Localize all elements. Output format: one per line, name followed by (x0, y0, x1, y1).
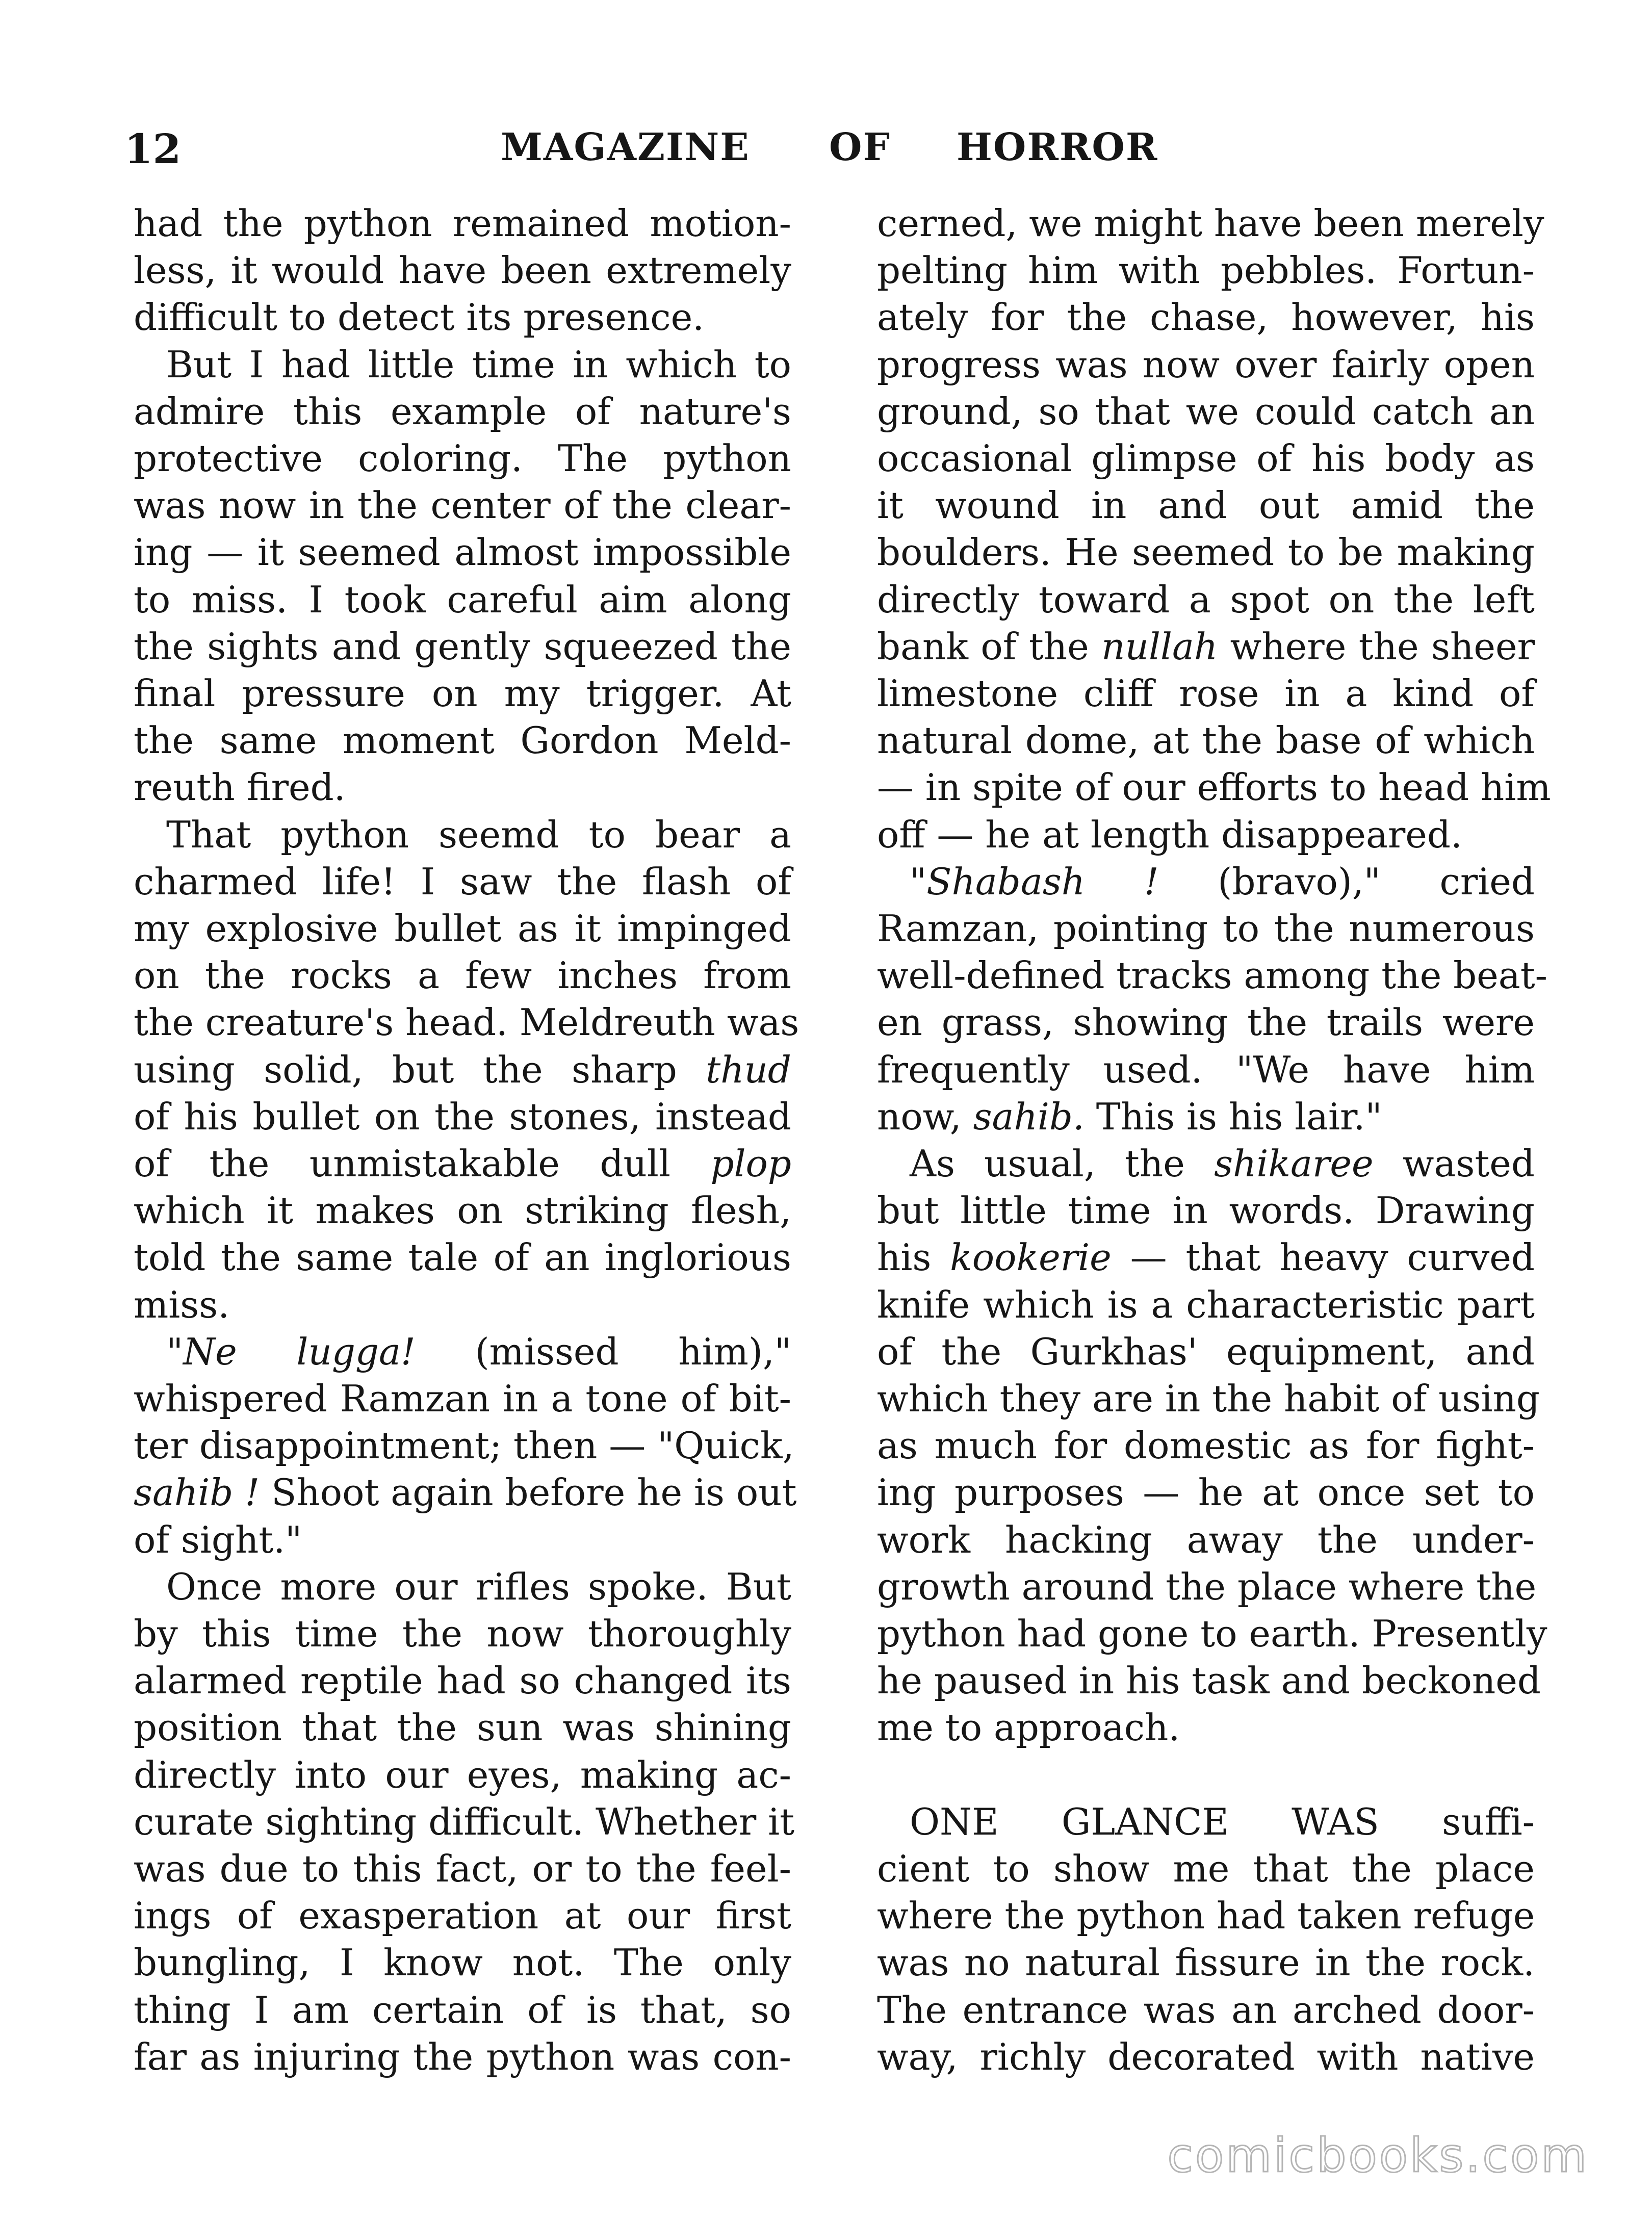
italic-text: "Shabash ! (910, 860, 1159, 903)
text-line (877, 1093, 1535, 1140)
text-line (877, 576, 1535, 623)
text-line (877, 1704, 1535, 1751)
text-span: of sight." (134, 1518, 302, 1561)
text-line (134, 1234, 791, 1281)
text-line (134, 341, 791, 388)
text-span: Shoot again before he is out (260, 1471, 797, 1514)
text-line (877, 1892, 1535, 1939)
text-line (877, 1845, 1535, 1892)
text-span: using solid, but the sharp (134, 1048, 706, 1091)
text-span: directly into our eyes, making ac- (134, 1753, 791, 1796)
text-line (134, 388, 791, 435)
text-span: difficult to detect its presence. (134, 296, 705, 339)
text-span: the sights and gently squeezed the (134, 625, 791, 668)
text-span: alarmed reptile had so changed its (134, 1659, 791, 1702)
text-span: work hacking away the under- (877, 1518, 1535, 1561)
text-line (134, 1892, 791, 1939)
text-span: ing — it seemed almost impossible (134, 531, 791, 574)
text-line (134, 1751, 791, 1798)
text-line (134, 529, 791, 576)
text-line (134, 576, 791, 623)
italic-text: shikaree (1214, 1142, 1374, 1185)
text-column-right (877, 0, 1551, 2218)
text-line (134, 1610, 791, 1657)
text-span: (missed him)," (415, 1330, 792, 1373)
italic-text: thud (706, 1048, 791, 1091)
text-span: That python seemd to bear a (166, 813, 791, 856)
text-span: where the python had taken refuge (877, 1894, 1535, 1937)
text-line (134, 435, 791, 482)
text-line (877, 999, 1535, 1046)
running-head-word: HORROR (957, 125, 1158, 169)
italic-text: sahib ! (134, 1471, 260, 1514)
text-line (134, 670, 791, 717)
text-span: final pressure on my trigger. At (134, 672, 791, 715)
text-line (877, 1798, 1535, 1845)
text-line (134, 247, 791, 294)
text-span: (bravo)," cried (1158, 860, 1535, 903)
text-span: growth around the place where the (877, 1565, 1537, 1608)
text-line (877, 1987, 1535, 2033)
text-span: of the Gurkhas' equipment, and (877, 1330, 1535, 1373)
text-span: cient to show me that the place (877, 1847, 1535, 1890)
text-line (877, 529, 1535, 576)
text-line (877, 764, 1551, 811)
text-line (134, 200, 791, 247)
text-span: Ramzan, pointing to the numerous (877, 907, 1535, 950)
text-span: frequently used. "We have him (877, 1048, 1535, 1091)
text-span: by this time the now thoroughly (134, 1612, 791, 1655)
text-line (877, 1939, 1535, 1986)
page-number: 12 (124, 125, 182, 173)
text-span: told the same tale of an inglorious (134, 1236, 791, 1279)
text-line (877, 1563, 1535, 1610)
text-span: progress was now over fairly open (877, 343, 1535, 386)
text-line (877, 247, 1535, 294)
text-line (134, 1563, 791, 1610)
italic-text: Ne lugga! (183, 1330, 416, 1373)
text-span: which it makes on striking flesh, (134, 1189, 791, 1232)
text-span: less, it would have been extremely (134, 249, 791, 292)
text-span: well-defined tracks among the beat- (877, 954, 1547, 997)
text-line (877, 341, 1535, 388)
text-column-left (134, 0, 799, 2218)
text-span: admire this example of nature's (134, 390, 791, 433)
text-span: protective coloring. The python (134, 437, 791, 480)
text-line (134, 905, 791, 952)
text-line (877, 294, 1535, 341)
text-line (877, 1140, 1535, 1187)
text-span: was no natural fissure in the rock. (877, 1941, 1535, 1984)
text-span: but little time in words. Drawing (877, 1189, 1535, 1232)
text-span: The entrance was an arched door- (877, 1989, 1535, 2031)
text-span: miss. (134, 1283, 230, 1326)
italic-text: kookerie (950, 1236, 1112, 1279)
text-span: Once more our rifles spoke. But (166, 1565, 791, 1608)
text-line (134, 811, 791, 858)
text-line (134, 1987, 791, 2033)
text-line (134, 1704, 791, 1751)
text-span: reuth fired. (134, 766, 346, 809)
text-span: directly toward a spot on the left (877, 578, 1535, 621)
text-line (134, 623, 791, 670)
text-span: whispered Ramzan in a tone of bit- (134, 1377, 791, 1420)
text-span: my explosive bullet as it impinged (134, 907, 791, 950)
text-line (134, 1516, 791, 1563)
text-span: which they are in the habit of using (877, 1377, 1540, 1420)
text-span: — that heavy curved (1111, 1236, 1535, 1279)
text-span: ing purposes — he at once set to (877, 1471, 1535, 1514)
text-line (877, 858, 1535, 905)
text-line (134, 858, 791, 905)
text-line (134, 999, 799, 1046)
text-line (877, 1328, 1535, 1375)
text-span: the same moment Gordon Meld- (134, 719, 791, 762)
text-line (877, 1657, 1541, 1704)
text-line (877, 717, 1535, 764)
text-span: charmed life! I saw the flash of (134, 860, 791, 903)
text-span: This is his lair." (1084, 1095, 1382, 1138)
italic-text: nullah (1101, 625, 1218, 668)
text-span: his (877, 1236, 950, 1279)
text-span: was due to this fact, or to the feel- (134, 1847, 791, 1890)
text-line (134, 1422, 794, 1469)
text-line (877, 952, 1547, 999)
text-span: cerned, we might have been merely (877, 202, 1544, 245)
text-span: of the unmistakable dull (134, 1142, 711, 1185)
text-line (877, 1375, 1540, 1422)
italic-text: plop (710, 1142, 791, 1185)
text-span: But I had little time in which to (166, 343, 791, 386)
text-line (134, 1093, 791, 1140)
text-line (134, 1375, 791, 1422)
text-line (877, 811, 1535, 858)
text-line (877, 670, 1535, 717)
text-line (877, 2033, 1535, 2080)
text-line (877, 435, 1535, 482)
text-line (134, 1657, 791, 1704)
text-span: ately for the chase, however, his (877, 296, 1535, 339)
text-line (877, 1610, 1547, 1657)
text-line (877, 905, 1535, 952)
text-line (134, 1046, 791, 1093)
running-head-word: MAGAZINE (501, 125, 750, 169)
text-span: natural dome, at the base of which (877, 719, 1535, 762)
text-span: ings of exasperation at our first (134, 1894, 791, 1937)
text-span: it wound in and out amid the (877, 484, 1535, 527)
text-line (877, 1046, 1535, 1093)
text-line (134, 952, 791, 999)
text-span: where the sheer (1218, 625, 1535, 668)
text-line (877, 1422, 1535, 1469)
text-span: boulders. He seemed to be making (877, 531, 1535, 574)
text-span: curate sighting difficult. Whether it (134, 1800, 795, 1843)
text-line (134, 1469, 797, 1516)
text-span: " (166, 1330, 184, 1373)
text-span: off — he at length disappeared. (877, 813, 1462, 856)
text-line (877, 1234, 1535, 1281)
watermark: comicbooks.com (1167, 2128, 1589, 2183)
text-span: ground, so that we could catch an (877, 390, 1535, 433)
text-span: ter disappointment; then — "Quick, (134, 1424, 794, 1467)
text-span: he paused in his task and beckoned (877, 1659, 1541, 1702)
text-line (134, 1939, 791, 1986)
text-span: python had gone to earth. Presently (877, 1612, 1547, 1655)
text-line (877, 200, 1544, 247)
text-line (134, 2033, 791, 2080)
text-line (134, 1187, 791, 1234)
text-line (134, 1845, 791, 1892)
text-span: to miss. I took careful aim along (134, 578, 791, 621)
text-line (877, 482, 1535, 529)
text-span: As usual, the (910, 1142, 1215, 1185)
text-span: ONE GLANCE WAS suffi- (910, 1800, 1535, 1843)
text-line (134, 764, 791, 811)
text-line (134, 1328, 791, 1375)
text-line (134, 1140, 791, 1187)
text-line (134, 717, 791, 764)
text-span: on the rocks a few inches from (134, 954, 791, 997)
text-span: bank of the (877, 625, 1102, 668)
text-span: en grass, showing the trails were (877, 1001, 1535, 1044)
text-line (134, 1798, 795, 1845)
text-span: me to approach. (877, 1706, 1180, 1749)
text-line (877, 388, 1535, 435)
text-line (134, 1281, 791, 1328)
text-span: way, richly decorated with native (877, 2035, 1535, 2078)
text-line (134, 294, 791, 341)
italic-text: sahib. (973, 1095, 1085, 1138)
text-span: far as injuring the python was con- (134, 2035, 791, 2078)
text-span: was now in the center of the clear- (134, 484, 791, 527)
text-span: now, (877, 1095, 973, 1138)
text-line (877, 1187, 1535, 1234)
text-line (877, 1281, 1535, 1328)
text-line (134, 482, 791, 529)
text-span: wasted (1373, 1142, 1535, 1185)
text-span: the creature's head. Meldreuth was (134, 1001, 799, 1044)
text-line (877, 623, 1535, 670)
text-span: of his bullet on the stones, instead (134, 1095, 791, 1138)
text-span: pelting him with pebbles. Fortun- (877, 249, 1535, 292)
text-line (877, 1469, 1535, 1516)
text-span: bungling, I know not. The only (134, 1941, 791, 1984)
text-span: knife which is a characteristic part (877, 1283, 1535, 1326)
text-span: position that the sun was shining (134, 1706, 791, 1749)
text-span: — in spite of our efforts to head him (877, 766, 1551, 809)
text-span: had the python remained motion- (134, 202, 791, 245)
text-span: limestone cliff rose in a kind of (877, 672, 1535, 715)
running-head-word: OF (829, 125, 891, 169)
text-line (877, 1516, 1535, 1563)
text-span: as much for domestic as for fight- (877, 1424, 1535, 1467)
text-span: occasional glimpse of his body as (877, 437, 1535, 480)
text-span: thing I am certain of is that, so (134, 1989, 791, 2031)
